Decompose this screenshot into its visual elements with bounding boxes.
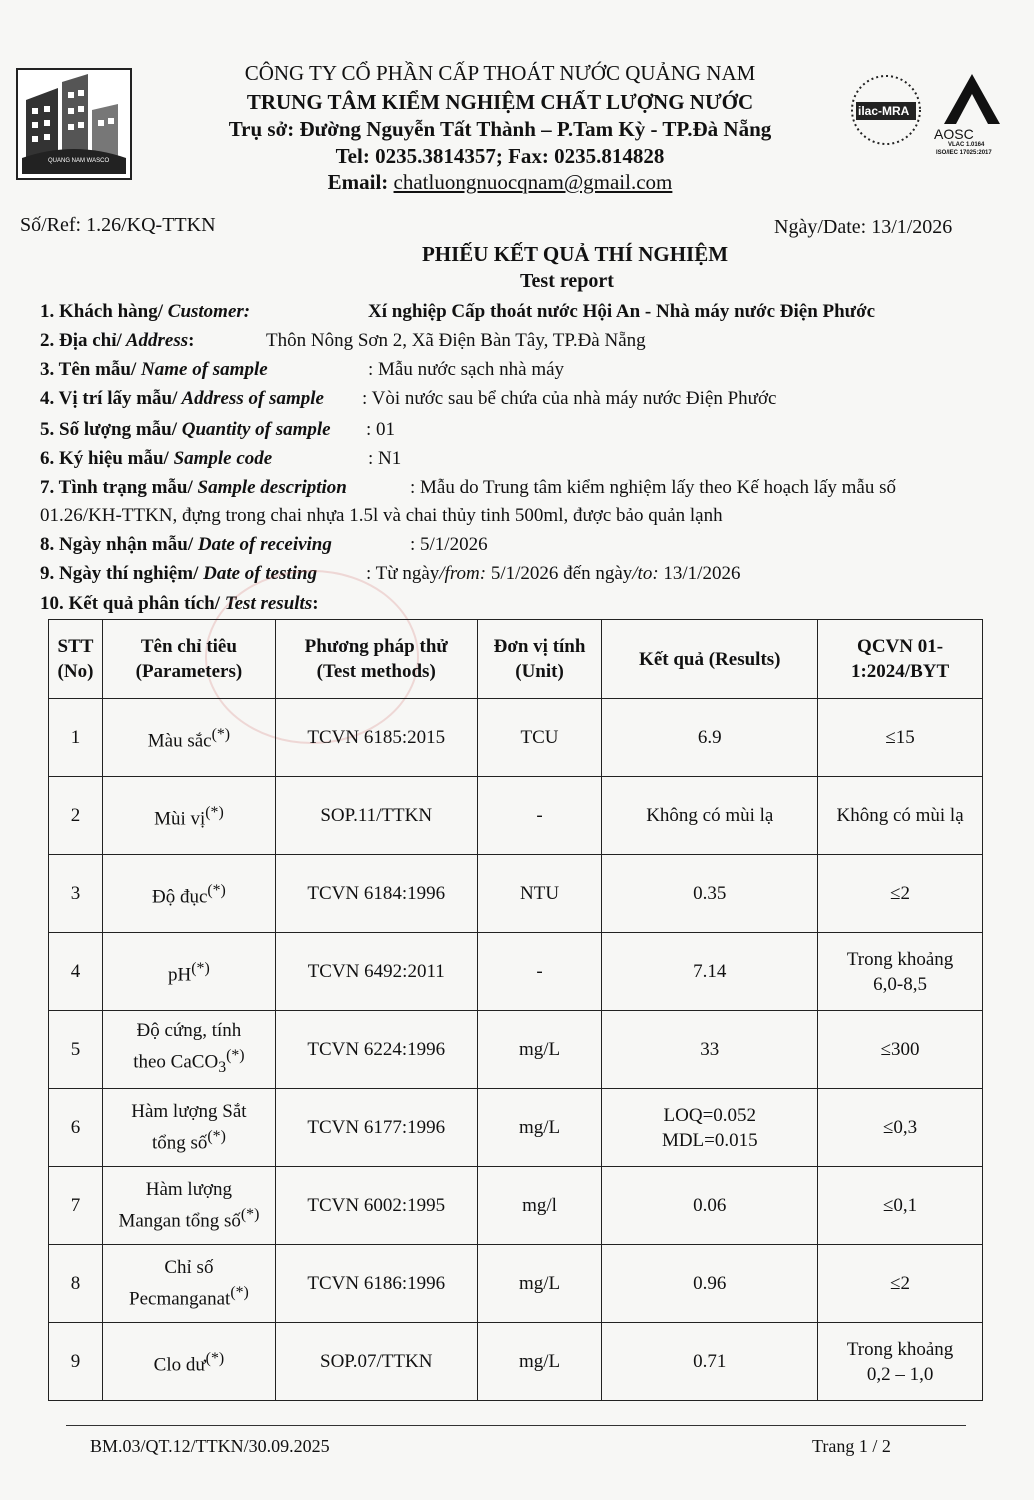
cell-result: LOQ=0.052 MDL=0.015 bbox=[602, 1089, 818, 1167]
cell-unit: mg/L bbox=[477, 1323, 602, 1401]
cell-no: 1 bbox=[49, 699, 103, 777]
table-row bbox=[49, 699, 983, 777]
email-label: Email: bbox=[327, 170, 394, 194]
cell-parameter: Clo dư(*) bbox=[102, 1323, 275, 1401]
cell-no: 2 bbox=[49, 777, 103, 855]
cell-standard: ≤15 bbox=[818, 699, 983, 777]
cell-result: 0.06 bbox=[602, 1167, 818, 1245]
cell-result: 6.9 bbox=[602, 699, 818, 777]
cell-parameter: pH(*) bbox=[102, 933, 275, 1011]
cell-parameter: Hàm lượng Sắt tổng số(*) bbox=[102, 1089, 275, 1167]
company-name: CÔNG TY CỔ PHẦN CẤP THOÁT NƯỚC QUẢNG NAM bbox=[244, 61, 756, 85]
cell-standard: ≤300 bbox=[818, 1011, 983, 1089]
cell-unit: TCU bbox=[477, 699, 602, 777]
cell-parameter: Chỉ số Pecmanganat(*) bbox=[102, 1245, 275, 1323]
header-parameters: Tên chỉ tiêu (Parameters) bbox=[102, 620, 275, 699]
cell-standard: ≤2 bbox=[818, 1245, 983, 1323]
form-code: BM.03/QT.12/TTKN/30.09.2025 bbox=[90, 1436, 330, 1456]
sample-location-value: : Vòi nước sau bể chứa của nhà máy nước Điện Phước bbox=[362, 388, 777, 409]
header-no: STT (No) bbox=[49, 620, 103, 699]
company-logo bbox=[16, 68, 132, 180]
cell-standard: Trong khoảng 0,2 – 1,0 bbox=[818, 1323, 983, 1401]
cell-parameter: Mùi vị(*) bbox=[102, 777, 275, 855]
table-row bbox=[49, 1011, 983, 1089]
table-row bbox=[49, 1167, 983, 1245]
cell-method: TCVN 6492:2011 bbox=[275, 933, 477, 1011]
receiving-date-label: 8. Ngày nhận mẫu/ Date of receiving bbox=[40, 534, 332, 555]
table-row bbox=[49, 777, 983, 855]
cell-standard: ≤2 bbox=[818, 855, 983, 933]
receiving-date-value: : 5/1/2026 bbox=[410, 534, 488, 555]
table-row bbox=[49, 1089, 983, 1167]
quantity-label: 5. Số lượng mẫu/ Quantity of sample bbox=[40, 419, 331, 440]
cell-parameter: Độ cứng, tính theo CaCO$_3$(*) bbox=[102, 1011, 275, 1089]
header-unit: Đơn vị tính (Unit) bbox=[477, 620, 602, 699]
table-row bbox=[49, 1323, 983, 1401]
cell-parameter: Màu sắc(*) bbox=[102, 699, 275, 777]
cell-unit: - bbox=[477, 777, 602, 855]
address-value: Thôn Nông Sơn 2, Xã Điện Bàn Tây, TP.Đà Nẵng bbox=[266, 330, 646, 351]
cell-result: 0.71 bbox=[602, 1323, 818, 1401]
cell-method: SOP.11/TTKN bbox=[275, 777, 477, 855]
office-address: Trụ sở: Đường Nguyễn Tất Thành – P.Tam Kỳ - TP.Đà Nẵng bbox=[228, 117, 772, 141]
iso-label: ISO/IEC 17025:2017 bbox=[936, 150, 992, 156]
cell-method: TCVN 6224:1996 bbox=[275, 1011, 477, 1089]
email-line bbox=[140, 169, 860, 195]
ilac-label: ilac-MRA bbox=[858, 104, 910, 118]
cell-unit: mg/L bbox=[477, 1089, 602, 1167]
cell-unit: NTU bbox=[477, 855, 602, 933]
table-row bbox=[49, 933, 983, 1011]
cell-parameter: Độ đục(*) bbox=[102, 855, 275, 933]
cell-result: 33 bbox=[602, 1011, 818, 1089]
report-date: Ngày/Date: 13/1/2026 bbox=[774, 216, 953, 238]
address-label: 2. Địa chỉ/ Address: bbox=[40, 330, 195, 351]
cell-unit: mg/L bbox=[477, 1245, 602, 1323]
header-standard: QCVN 01- 1:2024/BYT bbox=[818, 620, 983, 699]
sample-desc-value-cont: 01.26/KH-TTKN, đựng trong chai nhựa 1.5l và chai thủy tinh 500ml, được bảo quản lạnh bbox=[40, 505, 723, 526]
cell-method: TCVN 6002:1995 bbox=[275, 1167, 477, 1245]
cell-method: TCVN 6177:1996 bbox=[275, 1089, 477, 1167]
cell-method: TCVN 6185:2015 bbox=[275, 699, 477, 777]
sample-name-value: : Mẫu nước sạch nhà máy bbox=[368, 359, 565, 380]
quantity-value: : 01 bbox=[366, 419, 396, 440]
reference-number: Số/Ref: 1.26/KQ-TTKN bbox=[20, 214, 216, 236]
logo-caption: QUANG NAM WASCO bbox=[48, 158, 110, 164]
cell-standard: Không có mùi lạ bbox=[818, 777, 983, 855]
table-header-row bbox=[49, 620, 983, 699]
header-results: Kết quả (Results) bbox=[602, 620, 818, 699]
cell-unit: mg/L bbox=[477, 1011, 602, 1089]
cell-result: 7.14 bbox=[602, 933, 818, 1011]
cell-standard: ≤0,1 bbox=[818, 1167, 983, 1245]
cell-standard: ≤0,3 bbox=[818, 1089, 983, 1167]
report-title: PHIẾU KẾT QUẢ THÍ NGHIỆM bbox=[421, 242, 729, 266]
footer-divider bbox=[66, 1425, 966, 1426]
cell-method: SOP.07/TTKN bbox=[275, 1323, 477, 1401]
cell-result: 0.35 bbox=[602, 855, 818, 933]
cell-no: 7 bbox=[49, 1167, 103, 1245]
sample-code-value: : N1 bbox=[368, 448, 402, 469]
cell-standard: Trong khoảng 6,0-8,5 bbox=[818, 933, 983, 1011]
cell-unit: mg/l bbox=[477, 1167, 602, 1245]
results-label: 10. Kết quả phân tích/ Test results: bbox=[40, 593, 319, 614]
cell-method: TCVN 6186:1996 bbox=[275, 1245, 477, 1323]
cell-unit: - bbox=[477, 933, 602, 1011]
testing-date-value: : Từ ngày/from: 5/1/2026 đến ngày/to: 13/1/2026 bbox=[366, 563, 741, 584]
cell-no: 4 bbox=[49, 933, 103, 1011]
cell-no: 8 bbox=[49, 1245, 103, 1323]
sample-code-label: 6. Ký hiệu mẫu/ Sample code bbox=[40, 448, 273, 469]
cell-result: Không có mùi lạ bbox=[602, 777, 818, 855]
sample-desc-value: : Mẫu do Trung tâm kiểm nghiệm lấy theo Kế hoạch lấy mẫu số bbox=[410, 477, 897, 498]
sample-location-label: 4. Vị trí lấy mẫu/ Address of sample bbox=[40, 388, 324, 409]
table-row bbox=[49, 1245, 983, 1323]
cell-no: 3 bbox=[49, 855, 103, 933]
vlac-label: VLAC 1.0164 bbox=[948, 142, 985, 148]
aosc-label: AOSC bbox=[934, 126, 974, 142]
report-subtitle: Test report bbox=[520, 270, 614, 292]
customer-label: 1. Khách hàng/ Customer: bbox=[40, 301, 251, 322]
results-table bbox=[48, 619, 983, 1401]
page-number: Trang 1 / 2 bbox=[812, 1436, 891, 1456]
header-methods: Phương pháp thử (Test methods) bbox=[275, 620, 477, 699]
customer-value: Xí nghiệp Cấp thoát nước Hội An - Nhà máy nước Điện Phước bbox=[368, 301, 876, 322]
sample-name-label: 3. Tên mẫu/ Name of sample bbox=[40, 359, 268, 380]
phone-fax: Tel: 0235.3814357; Fax: 0235.814828 bbox=[335, 144, 665, 168]
testing-date-label: 9. Ngày thí nghiệm/ Date of testing bbox=[40, 563, 318, 584]
center-name: TRUNG TÂM KIỂM NGHIỆM CHẤT LƯỢNG NƯỚC bbox=[246, 90, 754, 114]
cell-parameter: Hàm lượng Mangan tổng số(*) bbox=[102, 1167, 275, 1245]
sample-desc-label: 7. Tình trạng mẫu/ Sample description bbox=[40, 477, 347, 498]
accreditation-logos bbox=[848, 68, 1020, 160]
cell-method: TCVN 6184:1996 bbox=[275, 855, 477, 933]
table-row bbox=[49, 855, 983, 933]
cell-no: 5 bbox=[49, 1011, 103, 1089]
email-link[interactable]: chatluongnuocqnam@gmail.com bbox=[393, 170, 673, 194]
cell-no: 6 bbox=[49, 1089, 103, 1167]
cell-no: 9 bbox=[49, 1323, 103, 1401]
cell-result: 0.96 bbox=[602, 1245, 818, 1323]
